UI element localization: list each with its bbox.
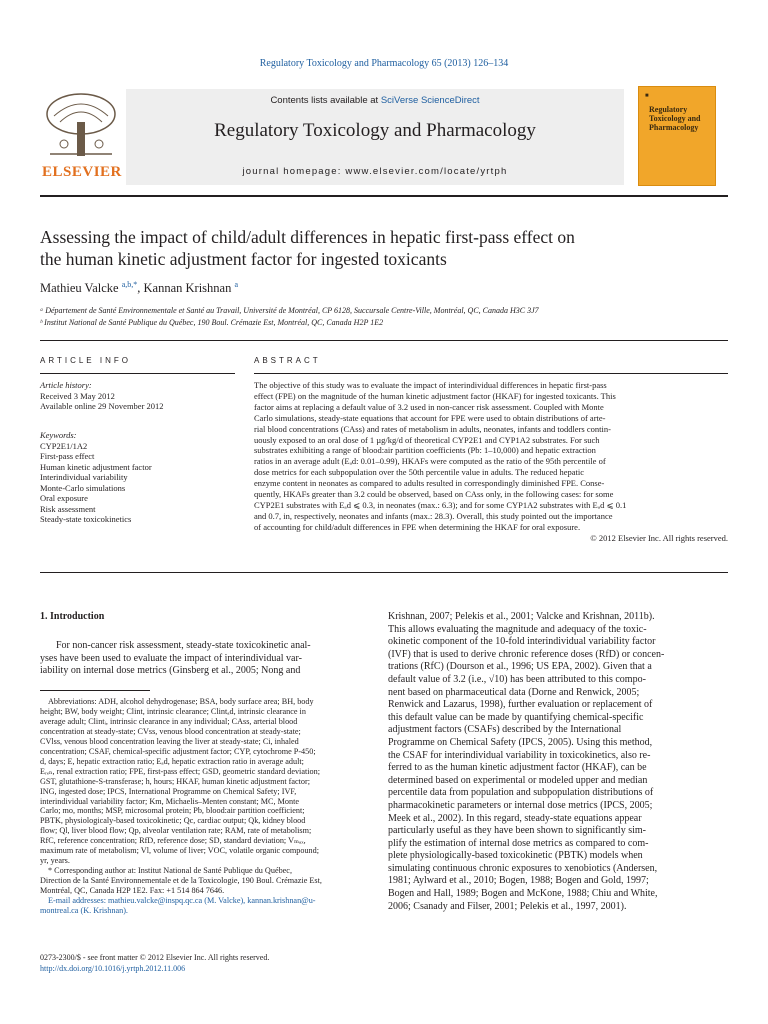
body-line: default value of 3.2 (i.e., √10) has been attributed to this compo-	[388, 673, 646, 685]
footnote-line: Abbreviations: ADH, alcohol dehydrogenase; BSA, body surface area; BH, body	[48, 697, 314, 706]
body-line: simulating continuous chronic exposures to xenobiotics (Andersen,	[388, 862, 658, 874]
footnote-line: height; BW, body weight; Clint, intrinsic clearance; Clintₐd, intrinsic clearance in	[40, 706, 306, 716]
footnote-line: interindividual variability factor; Km, Michaelis–Menten constant; MC, Monte	[40, 796, 299, 806]
intro-left-text	[40, 640, 384, 678]
body-line: adjustment factors (CSAFs) described by the International	[388, 724, 622, 736]
section-divider	[40, 340, 728, 341]
cover-title: Regulatory Toxicology and Pharmacology	[649, 105, 701, 132]
article-history	[40, 380, 235, 412]
abstract-line: effect (FPE) on the magnitude of the human kinetic adjustment factor (HKAF) for ingested toxicants. This	[254, 390, 616, 401]
footnote-divider	[40, 690, 150, 691]
body-line: Programme on Chemical Safety (IPCS, 2005). Using this method,	[388, 736, 653, 748]
elsevier-tree-icon	[44, 92, 118, 158]
body-line: nent based on pharmaceutical data (Dorne and Renwick, 2005;	[388, 686, 640, 698]
author-affiliation-marker[interactable]: a,b,*	[121, 280, 138, 289]
abstract-line: Carlo simulations, steady-state equations that account for FPE were used to obtain distributions of arte-	[254, 412, 606, 423]
footnote-line: yr, years.	[40, 856, 70, 866]
body-line: For non-cancer risk assessment, steady-state toxicokinetic anal-	[56, 640, 311, 651]
history-label: Article history:	[40, 380, 92, 390]
author-name: Mathieu Valcke	[40, 281, 119, 296]
abstract-line: quently, HKAFs greater than 3.2 could be observed, based on CAss only, in the following cases: for some	[254, 489, 614, 500]
footnote-line: Direction de la Santé Environnementale et de la Toxicologie, 190 Boul. Crémazie Est,	[40, 876, 322, 886]
body-line: trations (RfC) (Dourson et al., 1996; US EPA, 2002). Given that a	[388, 661, 652, 673]
body-line: particularly useful as they have been shown to significantly sim-	[388, 825, 646, 837]
abstract-line: enzyme content in neonates as compared to adults resulted in correspondingly diminished FPE. Conse-	[254, 478, 605, 489]
article-title	[40, 226, 730, 270]
header-divider	[40, 195, 728, 197]
footnote-line: RfC, reference concentration; RfD, reference dose; SD, standard deviation; Vₘₐₓ,	[40, 836, 306, 846]
keyword: Oral exposure	[40, 493, 88, 503]
received-date: Received 3 May 2012	[40, 390, 115, 401]
author-name: Kannan Krishnan	[143, 281, 232, 296]
body-line: pharmacokinetic parameters or internal dose metrics (IPCS, 2005;	[388, 799, 653, 811]
article-title-line: Assessing the impact of child/adult differences in hepatic first-pass effect on	[40, 227, 575, 247]
footnote-line: maximum rate of metabolism; Vl, volume of liver; VOC, volatile organic compound;	[40, 846, 320, 856]
abstract-line: CYP2E1 substrates with Eₐd ⩽ 0.3, in neonates (max.: 6.3); and for some CYP1A2 substrates with Eₐd ⩽ 0.1	[254, 499, 627, 510]
affiliation: ᵃ Département de Santé Environnementale et Santé au Travail, Université de Montréal, CP 6128, Succursale Centre-Ville, Montréal, QC, Canada H3C 3J7	[40, 306, 539, 315]
section-heading: 1. Introduction	[40, 611, 105, 622]
contents-prefix: Contents lists available at	[270, 95, 381, 106]
abstract-line: factor aims at replacing a default value of 3.2 used in non-cancer risk assessment. Coupled with Monte	[254, 401, 604, 412]
footnote-line: d, days; E, hepatic extraction ratio; Eₐd, hepatic extraction ratio in average adult;	[40, 756, 304, 766]
body-line: Renwick and Lazarus, 1998), further evaluation or replacement of	[388, 699, 653, 711]
footnotes	[40, 697, 384, 916]
abstract-line: substrates exhibiting a range of blood:air partition coefficients (Pb: 1–10,000) and hepatic extraction	[254, 445, 596, 456]
journal-title: Regulatory Toxicology and Pharmacology	[214, 120, 536, 141]
intro-right-text	[388, 611, 728, 913]
sciencedirect-link[interactable]: SciVerse ScienceDirect	[380, 95, 480, 106]
abstract-line: and 0.7, in, respectively, neonates and infants (max.: 28.3). Overall, this study pointed out the importance	[254, 510, 613, 521]
keywords-block	[40, 430, 235, 525]
footnote-line: flow; Ql, liver blood flow; Qp, alveolar ventilation rate; RAM, rate of metabolism;	[40, 826, 312, 836]
footnote-line: CVlss, venous blood concentration leaving the liver at steady-state; Ci, inhaled	[40, 736, 299, 746]
author-separator: ,	[137, 281, 144, 296]
footnote-line: GST, glutathione-S-transferase; h, hours; HKAF, human kinetic adjustment factor;	[40, 776, 311, 786]
body-line: 2006; Csanady and Filser, 2001; Pelekis et al., 1997, 2001).	[388, 900, 627, 912]
journal-homepage[interactable]: journal homepage: www.elsevier.com/locate/yrtph	[242, 166, 508, 177]
journal-cover-image	[638, 86, 716, 186]
body-line: (IVF) that is used to derive chronic reference doses (RfD) or concen-	[388, 648, 665, 660]
online-date: Available online 29 November 2012	[40, 401, 164, 411]
abstract-line: rial blood concentrations (CAss) and rates of metabolism in adults, neonates, infants and toddlers contin-	[254, 423, 611, 434]
body-line: 1981; Aylward et al., 2010; Bogen, 1988; Bogen and Gold, 1997;	[388, 875, 649, 887]
keyword: CYP2E1/1A2	[40, 440, 88, 451]
keyword: Steady-state toxicokinetics	[40, 514, 132, 524]
keyword: Monte-Carlo simulations	[40, 482, 126, 493]
body-line: plify the estimation of internal dose metrics as compared to com-	[388, 837, 649, 849]
abstract-body	[254, 380, 728, 544]
author-affiliation-marker[interactable]: a	[234, 280, 239, 289]
body-line: determined based on experimental or modeled upper and median	[388, 774, 648, 786]
body-line: Krishnan, 2007; Pelekis et al., 2001; Valcke and Krishnan, 2011b).	[388, 611, 655, 622]
body-line: okinetic component of the 10-fold interindividual variability factor	[388, 636, 656, 648]
copyright: © 2012 Elsevier Inc. All rights reserved.	[590, 532, 728, 543]
author-list	[40, 280, 238, 296]
body-line: Bogen and Hall, 1989; Bogen and McKone, 1988; Chiu and White,	[388, 888, 658, 900]
abstract-line: dose metrics for each subpopulation over the 50th percentile value in adults. The reduced hepatic	[254, 467, 585, 478]
front-matter-footer	[40, 952, 384, 974]
abstract-line: ratios in an average adult (Eₐd: 0.01–0.99), HKAFs were computed as the ratio of the 95th percentile of	[254, 456, 606, 467]
abstract-line: uously exposed to an oral dose of 1 µg/kg/d of theoretical CYP2E1 and CYP1A2 substrates. For such	[254, 434, 600, 445]
email-addresses[interactable]: montreal.ca (K. Krishnan).	[40, 906, 128, 916]
body-line: Meek et al., 2002). In this regard, steady-state equations appear	[388, 812, 642, 824]
body-line: percentile data from population and subpopulation distributions of	[388, 787, 654, 799]
journal-citation[interactable]: Regulatory Toxicology and Pharmacology 65 (2013) 126–134	[259, 58, 509, 69]
body-line: ferred to as the human kinetic adjustment factor (HKAF), can be	[388, 762, 647, 774]
body-line: iability on internal dose metrics (Ginsberg et al., 2005; Nong and	[40, 665, 301, 677]
body-line: yses have been used to evaluate the impact of interindividual var-	[40, 652, 302, 664]
footnote-line: PBTK, physiologicaly-based toxicokinetic; Qc, cardiac output; Qk, kidney blood	[40, 816, 306, 826]
body-line: plete physiologically-based toxicokinetic (PBTK) models when	[388, 850, 643, 862]
publisher-name: ELSEVIER	[42, 164, 122, 180]
info-divider	[40, 373, 235, 374]
keywords-label: Keywords:	[40, 430, 77, 440]
footnote-line: average adult; Clintᵢ, intrinsic clearance in any individual; CAss, arterial blood	[40, 716, 298, 726]
abstract-line: of accounting for child/adult differences in FPE when determining the HKAF for oral exposure.	[254, 521, 581, 532]
keyword: Interindividual variability	[40, 472, 128, 482]
abstract-line: The objective of this study was to evaluate the impact of interindividual differences in hepatic first-pass	[254, 380, 607, 390]
footnote-line: concentration at steady-state; CVss, venous blood concentration at steady-state;	[40, 726, 301, 736]
body-line: the CSAF for interindividual variability in toxicokinetics, also re-	[388, 749, 651, 761]
contents-line	[126, 95, 624, 106]
abstract-divider	[254, 373, 728, 374]
abstract-heading: ABSTRACT	[254, 356, 321, 365]
cover-logo-icon: ■	[645, 93, 649, 99]
body-line: this default value can be made by quantifying chemical-specific	[388, 711, 644, 723]
footnote-line: ING, ingested dose; IPCS, International Programme on Chemical Safety; IVF,	[40, 786, 297, 796]
footnote-line: Eᵣₑₙ, renal extraction ratio; FPE, first-pass effect; GSD, geometric standard deviation;	[40, 766, 320, 776]
footnote-line: Carlo; mo, months; MSP, microsomal protein; Pb, blood:air partition coefficient;	[40, 806, 305, 816]
doi-link[interactable]: http://dx.doi.org/10.1016/j.yrtph.2012.11.006	[40, 964, 186, 973]
footnote-line: Montréal, QC, Canada H2P 1E2. Fax: +1 514 864 7646.	[40, 886, 225, 896]
footnote-line: concentration; CSAF, chemical-specific adjustment factor; CYP, cytochrome P-450;	[40, 746, 316, 756]
section-divider	[40, 572, 728, 573]
email-addresses[interactable]: E-mail addresses: mathieu.valcke@inspq.qc.ca (M. Valcke), kannan.krishnan@u-	[48, 896, 316, 906]
keyword: Human kinetic adjustment factor	[40, 461, 152, 472]
article-title-line: the human kinetic adjustment factor for ingested toxicants	[40, 249, 447, 269]
keyword: First-pass effect	[40, 451, 95, 461]
affiliation: ᵇ Institut National de Santé Publique du Québec, 190 Boul. Crémazie Est, Montréal, QC, Canada H2P 1E2	[40, 318, 384, 327]
keyword: Risk assessment	[40, 503, 96, 514]
issn-line: 0273-2300/$ - see front matter © 2012 Elsevier Inc. All rights reserved.	[40, 953, 270, 962]
footnote-line: * Corresponding author at: Institut National de Santé Publique du Québec,	[48, 866, 292, 876]
article-info-heading: ARTICLE INFO	[40, 356, 131, 365]
body-line: This allows evaluating the magnitude and adequacy of the toxic-	[388, 623, 647, 635]
